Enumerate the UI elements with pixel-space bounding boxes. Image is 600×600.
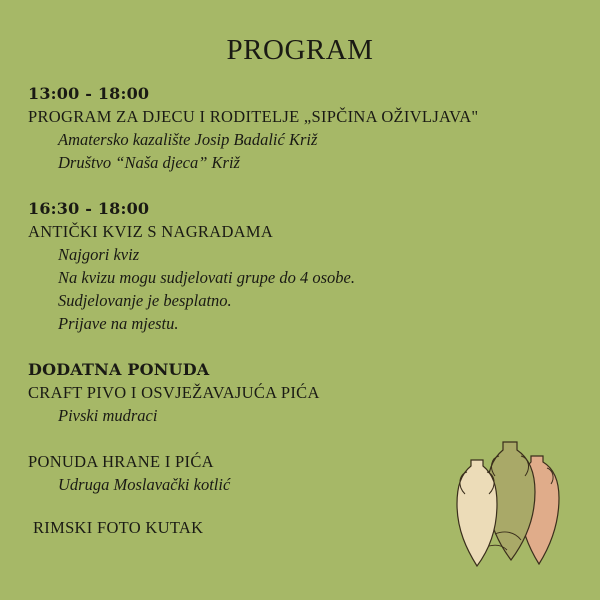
event-heading: PROGRAM ZA DJECU I RODITELJE „SIPČINA OŽIVLJAVA" xyxy=(28,107,479,126)
event-heading: RIMSKI FOTO KUTAK xyxy=(33,518,204,537)
event-heading: ANTIČKI KVIZ S NAGRADAMA xyxy=(28,222,274,241)
time-slot: 16:30 - 18:00 xyxy=(28,199,150,218)
time-slot: 13:00 - 18:00 xyxy=(28,84,150,103)
event-detail: Prijave na mjestu. xyxy=(58,314,179,333)
event-detail: Pivski mudraci xyxy=(58,406,158,425)
event-heading: PONUDA HRANE I PIĆA xyxy=(28,452,214,471)
event-heading: CRAFT PIVO I OSVJEŽAVAJUĆA PIĆA xyxy=(28,383,320,402)
event-detail: Na kvizu mogu sudjelovati grupe do 4 osobe. xyxy=(58,268,355,287)
event-detail: Udruga Moslavački kotlić xyxy=(58,475,231,494)
amphora-left-icon xyxy=(457,460,497,566)
section-label: DODATNA PONUDA xyxy=(28,360,210,379)
event-detail: Amatersko kazalište Josip Badalić Križ xyxy=(58,130,318,149)
event-detail: Najgori kviz xyxy=(58,245,140,264)
amphorae-illustration-icon xyxy=(455,438,565,568)
event-detail: Sudjelovanje je besplatno. xyxy=(58,291,232,310)
section-children-program xyxy=(28,82,588,174)
section-extra-offer xyxy=(28,358,588,427)
event-detail: Društvo “Naša djeca” Križ xyxy=(58,153,240,172)
section-quiz xyxy=(28,197,588,335)
page-title: PROGRAM xyxy=(226,34,374,66)
